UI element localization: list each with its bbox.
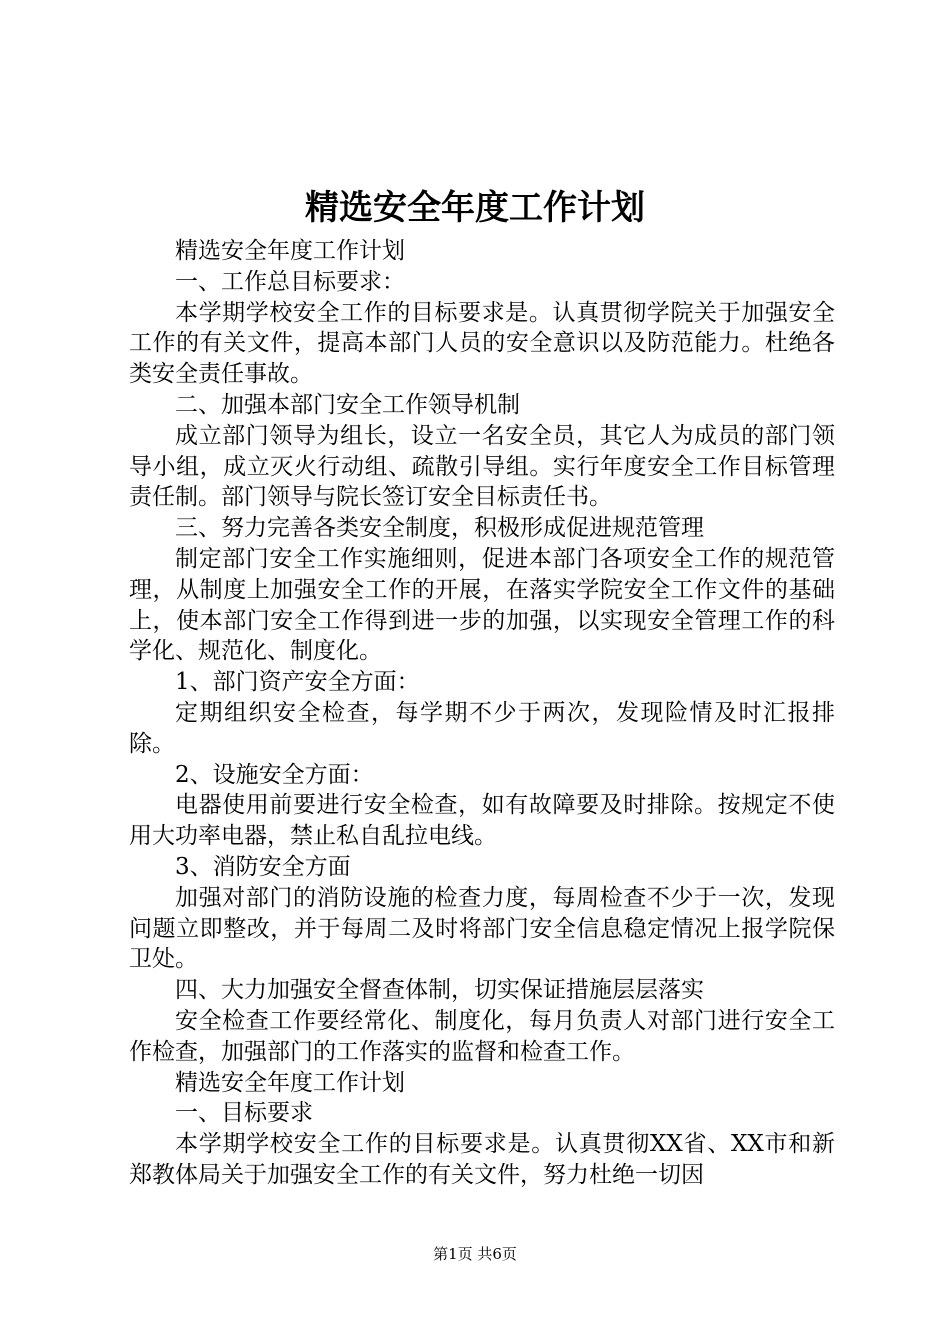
paragraph: 电器使用前要进行安全检查，如有故障要及时排除。按规定不使用大功率电器，禁止私自乱拉电线。 <box>129 792 835 850</box>
paragraph: 2、设施安全方面： <box>175 761 374 788</box>
paragraph: 成立部门领导为组长，设立一名安全员，其它人为成员的部门领导小组，成立灭火行动组、疏散引导组。实行年度安全工作目标管理责任制。部门领导与院长签订安全目标责任书。 <box>129 422 835 511</box>
paragraph: 一、工作总目标要求： <box>175 268 405 295</box>
paragraph: 3、消防安全方面 <box>175 853 351 880</box>
paragraph: 定期组织安全检查，每学期不少于两次，发现险情及时汇报排除。 <box>129 699 835 757</box>
page-footer <box>0 1244 950 1264</box>
paragraph: 本学期学校安全工作的目标要求是。认真贯彻XX省、XX市和新郑教体局关于加强安全工作的有关文件，努力杜绝一切因 <box>129 1131 835 1188</box>
paragraph: 加强对部门的消防设施的检查力度，每周检查不少于一次，发现问题立即整改，并于每周二及时将部门安全信息稳定情况上报学院保卫处。 <box>129 884 835 973</box>
paragraph: 制定部门安全工作实施细则，促进本部门各项安全工作的规范管理，从制度上加强安全工作的开展，在落实学院安全工作文件的基础上，使本部门安全工作得到进一步的加强，以实现安全管理工作的科学化、规范化、制度化。 <box>129 545 835 665</box>
paragraph: 精选安全年度工作计划 <box>175 1069 405 1096</box>
document-body <box>129 236 835 1191</box>
paragraph: 本学期学校安全工作的目标要求是。认真贯彻学院关于加强安全工作的有关文件，提高本部门人员的安全意识以及防范能力。杜绝各类安全责任事故。 <box>129 299 835 388</box>
paragraph: 安全检查工作要经常化、制度化，每月负责人对部门进行安全工作检查，加强部门的工作落实的监督和检查工作。 <box>129 1007 835 1065</box>
paragraph: 三、努力完善各类安全制度，积极形成促进规范管理 <box>175 515 704 542</box>
paragraph: 二、加强本部门安全工作领导机制 <box>175 391 520 418</box>
paragraph: 四、大力加强安全督查体制，切实保证措施层层落实 <box>175 977 704 1004</box>
paragraph: 一、目标要求 <box>175 1100 313 1127</box>
page-number-label: 第1页 共6页 <box>433 1245 517 1263</box>
document-title: 精选安全年度工作计划 <box>305 188 645 228</box>
paragraph: 精选安全年度工作计划 <box>175 238 405 264</box>
paragraph: 1、部门资产安全方面： <box>175 669 420 696</box>
